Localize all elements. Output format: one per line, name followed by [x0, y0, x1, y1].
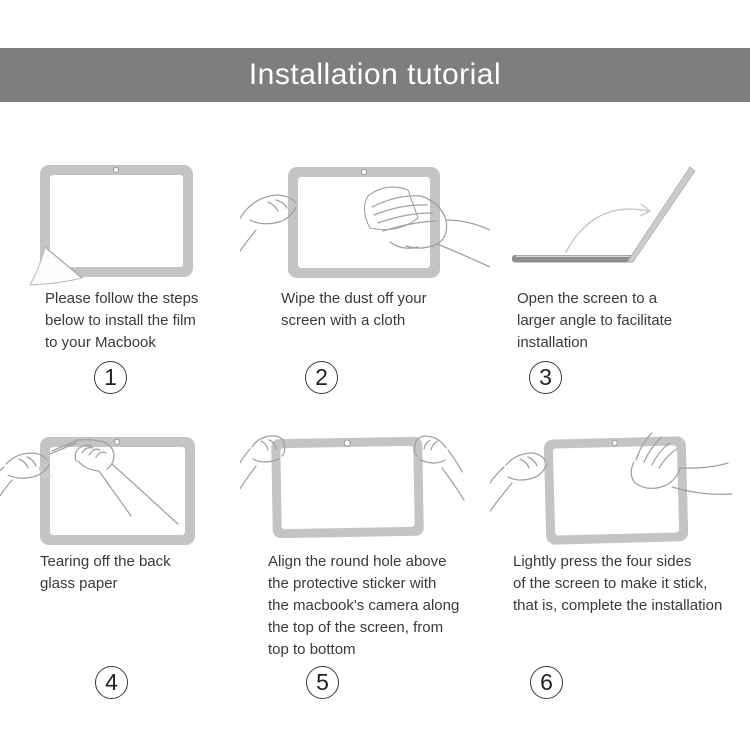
step-caption [45, 288, 198, 354]
step-caption [268, 551, 459, 661]
press-four-sides-icon [490, 420, 750, 565]
banner [0, 48, 750, 102]
caption-line: glass paper [40, 575, 118, 592]
step-number: 1 [104, 364, 117, 390]
caption-line: top to bottom [268, 641, 356, 658]
step-number-badge [529, 361, 562, 394]
wipe-screen-with-cloth-icon [240, 150, 490, 295]
step-number-badge [306, 666, 339, 699]
caption-line: Open the screen to a [517, 290, 658, 307]
caption-line: Please follow the steps [45, 290, 199, 307]
step-number: 3 [539, 364, 552, 390]
caption-line: of the screen to make it stick, [513, 575, 708, 592]
tear-off-back-paper-icon [0, 420, 240, 565]
step-number: 5 [316, 669, 329, 695]
caption-line: the macbook's camera along [268, 597, 460, 614]
step-4 [0, 420, 240, 715]
caption-line: installation [517, 334, 588, 351]
caption-line: below to install the film [45, 312, 196, 329]
caption-line: screen with a cloth [281, 312, 406, 329]
step-number-badge [530, 666, 563, 699]
peeled-film-screen-icon [0, 150, 240, 295]
step-caption [517, 288, 672, 354]
step-5 [240, 420, 490, 715]
step-caption [40, 551, 171, 595]
caption-line: to your Macbook [45, 334, 156, 351]
caption-line: the top of the screen, from [268, 619, 444, 636]
step-number: 2 [315, 364, 328, 390]
caption-line: the protective sticker with [268, 575, 437, 592]
caption-line: Lightly press the four sides [513, 553, 692, 570]
step-2 [240, 150, 490, 405]
caption-line: Wipe the dust off your [281, 290, 427, 307]
step-6 [490, 420, 750, 715]
caption-line: that is, complete the installation [513, 597, 723, 614]
open-laptop-wide-icon [490, 150, 750, 295]
step-1 [0, 150, 240, 405]
caption-line: larger angle to facilitate [517, 312, 673, 329]
step-number-badge [95, 666, 128, 699]
step-number: 6 [540, 669, 553, 695]
step-number: 4 [105, 669, 118, 695]
step-number-badge [94, 361, 127, 394]
step-number-badge [305, 361, 338, 394]
align-film-with-camera-icon [240, 420, 490, 565]
banner-title: Installation tutorial [248, 58, 502, 91]
caption-line: Tearing off the back [40, 553, 171, 570]
step-caption [513, 551, 722, 617]
step-3 [490, 150, 750, 405]
caption-line: Align the round hole above [268, 553, 447, 570]
step-caption [281, 288, 427, 332]
